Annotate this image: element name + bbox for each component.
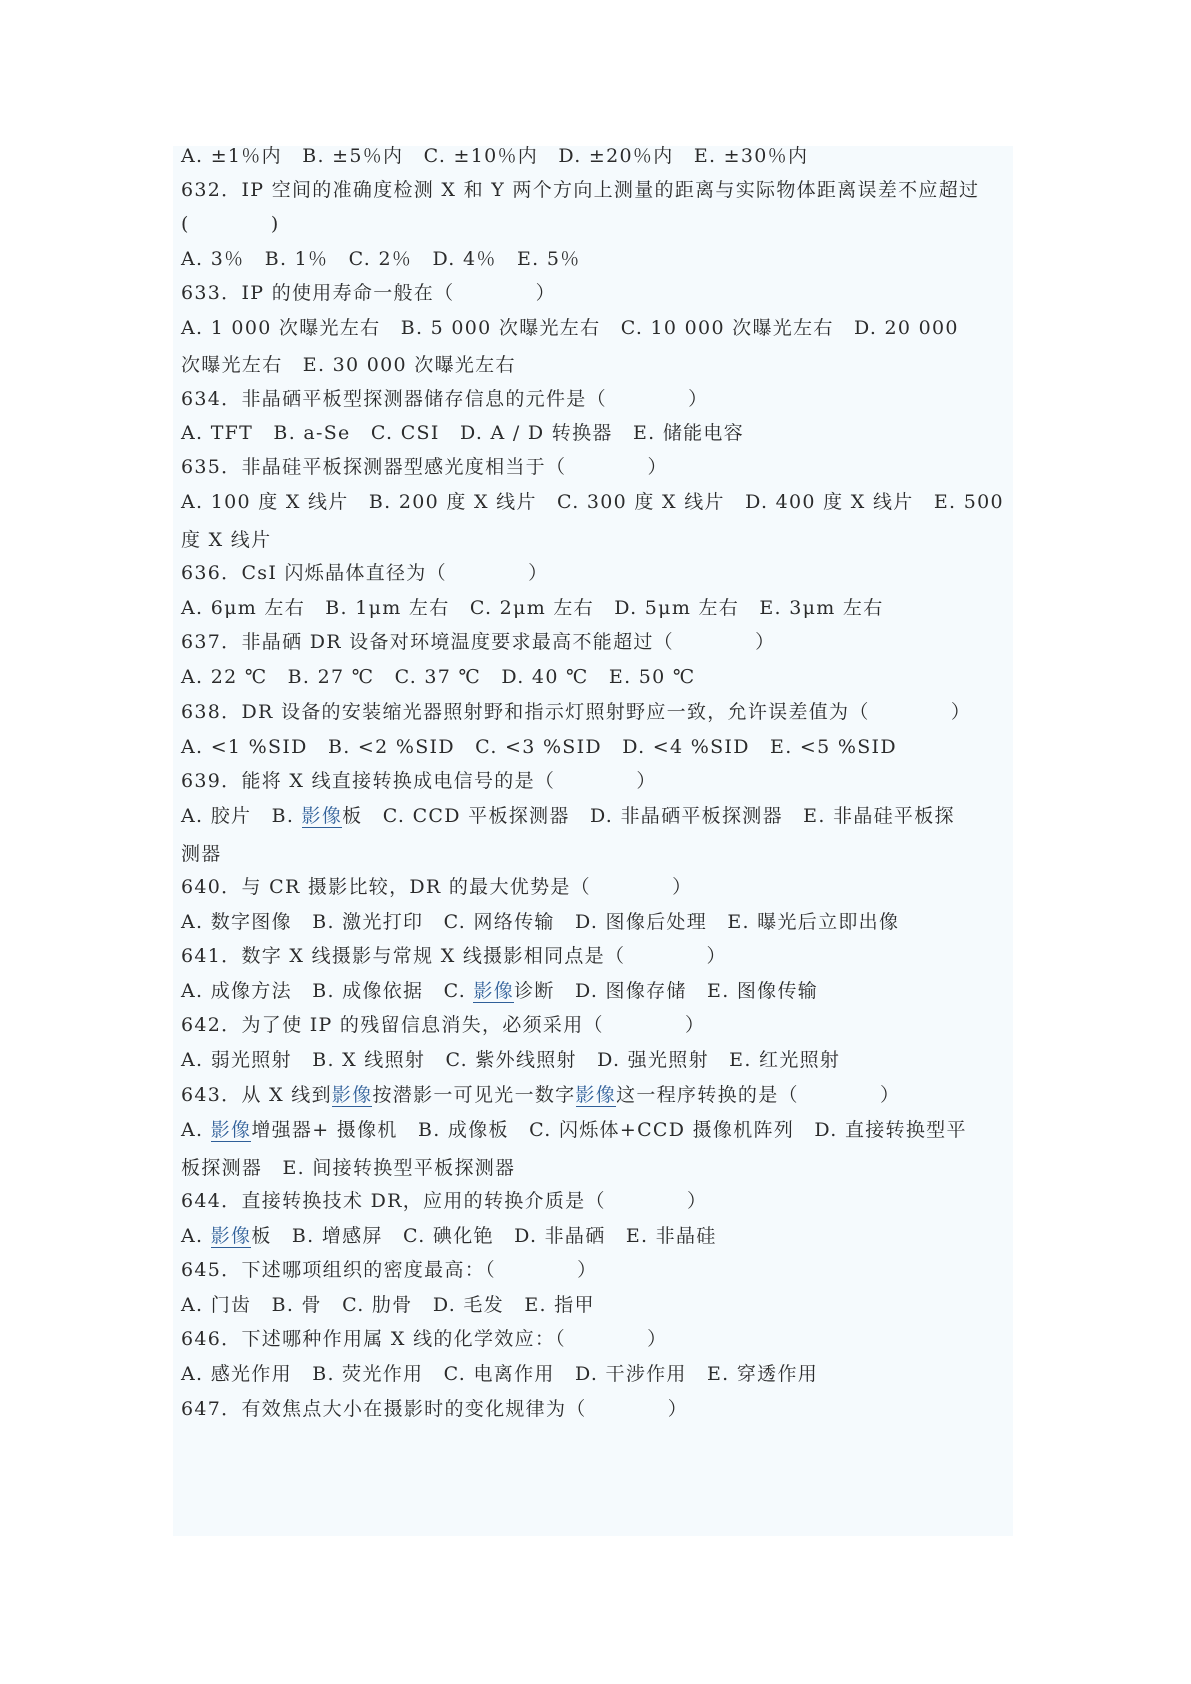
text-segment: 637．非晶硒 DR 设备对环境温度要求最高不能超过（ ） [181,631,776,653]
text-segment: A. <1 %SID B. <2 %SID C. <3 %SID D. <4 %SID E. <5 %SID [181,736,897,758]
text-line [181,596,1013,620]
text-line [181,1118,1013,1142]
text-line [181,804,1013,828]
text-segment: 633．IP 的使用寿命一般在（ ） [181,282,556,304]
text-line [181,1156,1013,1180]
text-segment: 这一程序转换的是（ ） [616,1084,901,1106]
text-line [181,1397,1013,1421]
text-segment: A. 3％ B. 1％ C. 2％ D. 4％ E. 5％ [181,248,581,270]
text-line [181,455,1013,479]
text-segment: A. TFT B. a-Se C. CSI D. A / D 转换器 E. 储能电容 [181,422,745,444]
text-segment: A. 1 000 次曝光左右 B. 5 000 次曝光左右 C. 10 000 次曝光左右 D. 20 000 [181,317,959,339]
text-segment: 641．数字 X 线摄影与常规 X 线摄影相同点是（ ） [181,945,727,967]
text-line [181,875,1013,899]
text-segment: A. ±1％内 B. ±5％内 C. ±10％内 D. ±20％内 E. ±30％内 [181,145,809,167]
text-segment: A. 弱光照射 B. X 线照射 C. 紫外线照射 D. 强光照射 E. 红光照射 [181,1049,841,1071]
text-segment: 646．下述哪种作用属 X 线的化学效应：（ ） [181,1328,668,1350]
text-segment: 644．直接转换技术 DR，应用的转换介质是（ ） [181,1190,708,1212]
text-segment: 636．CsI 闪烁晶体直径为（ ） [181,562,549,584]
text-segment: 647．有效焦点大小在摄影时的变化规律为（ ） [181,1398,689,1420]
text-segment: A. 感光作用 B. 荧光作用 C. 电离作用 D. 干涉作用 E. 穿透作用 [181,1363,819,1385]
text-segment: 640．与 CR 摄影比较，DR 的最大优势是（ ） [181,876,693,898]
text-line [181,1083,1013,1107]
text-line [181,1189,1013,1213]
text-segment: A. [181,1119,211,1141]
text-line [181,490,1013,514]
term-link[interactable]: 影像 [210,1119,252,1141]
text-line [181,1293,1013,1317]
text-segment: 638．DR 设备的安装缩光器照射野和指示灯照射野应一致，允许误差值为（ ） [181,701,972,723]
text-line [181,842,1013,866]
text-segment: A. 22 ℃ B. 27 ℃ C. 37 ℃ D. 40 ℃ E. 50 ℃ [181,666,696,688]
text-segment: A. 成像方法 B. 成像依据 C. [181,980,474,1002]
text-line [181,1362,1013,1386]
term-link[interactable]: 影像 [575,1084,617,1106]
text-line [181,979,1013,1003]
text-line [181,1048,1013,1072]
term-link[interactable]: 影像 [301,805,343,827]
text-segment: A. 6μm 左右 B. 1μm 左右 C. 2μm 左右 D. 5μm 左右 E. 3μm 左右 [181,597,884,619]
text-segment: 645．下述哪项组织的密度最高：（ ） [181,1259,598,1281]
text-line [181,1327,1013,1351]
text-segment: A. 数字图像 B. 激光打印 C. 网络传输 D. 图像后处理 E. 曝光后立即出像 [181,911,900,933]
term-link[interactable]: 影像 [473,980,515,1002]
text-line [181,769,1013,793]
text-line [181,421,1013,445]
text-segment: 639．能将 X 线直接转换成电信号的是（ ） [181,770,657,792]
text-line [181,178,1013,202]
document-body [173,146,1013,1536]
term-link[interactable]: 影像 [331,1084,373,1106]
text-segment: 632．IP 空间的准确度检测 X 和 Y 两个方向上测量的距离与实际物体距离误差不应超过 [181,179,980,201]
text-segment: 634．非晶硒平板型探测器储存信息的元件是（ ） [181,388,709,410]
text-segment: 板 C. CCD 平板探测器 D. 非晶硒平板探测器 E. 非晶硅平板探 [342,805,955,827]
text-segment: A. 胶片 B. [181,805,302,827]
text-segment: ( ) [181,213,280,235]
text-segment: 635．非晶硅平板探测器型感光度相当于（ ） [181,456,668,478]
text-line [181,910,1013,934]
text-line [181,528,1013,552]
text-line [181,316,1013,340]
text-line [181,387,1013,411]
text-segment: 测器 [181,843,222,865]
text-line [181,1013,1013,1037]
text-line [181,144,1013,168]
text-line [181,630,1013,654]
text-segment: 增强器+ 摄像机 B. 成像板 C. 闪烁体+CCD 摄像机阵列 D. 直接转换型平 [251,1119,967,1141]
text-segment: A. 门齿 B. 骨 C. 肋骨 D. 毛发 E. 指甲 [181,1294,595,1316]
text-segment: A. [181,1225,211,1247]
text-segment: 板 B. 增感屏 C. 碘化铯 D. 非晶硒 E. 非晶硅 [251,1225,717,1247]
text-segment: 诊断 D. 图像存储 E. 图像传输 [514,980,819,1002]
text-segment: 次曝光左右 E. 30 000 次曝光左右 [181,354,516,376]
text-segment: 642．为了使 IP 的残留信息消失，必须采用（ ） [181,1014,706,1036]
text-segment: A. 100 度 X 线片 B. 200 度 X 线片 C. 300 度 X 线片 D. 400 度 X 线片 E. 500 [181,491,1004,513]
text-segment: 度 X 线片 [181,529,272,551]
text-line [181,247,1013,271]
text-line [181,1224,1013,1248]
text-line [181,1258,1013,1282]
text-segment: 按潜影一可见光一数字 [372,1084,576,1106]
text-line [181,281,1013,305]
text-line [181,700,1013,724]
text-line [181,561,1013,585]
text-line [181,735,1013,759]
text-line [181,944,1013,968]
term-link[interactable]: 影像 [210,1225,252,1247]
text-line [181,665,1013,689]
text-segment: 板探测器 E. 间接转换型平板探测器 [181,1157,516,1179]
text-line [181,353,1013,377]
text-segment: 643．从 X 线到 [181,1084,332,1106]
text-line [181,212,1013,236]
